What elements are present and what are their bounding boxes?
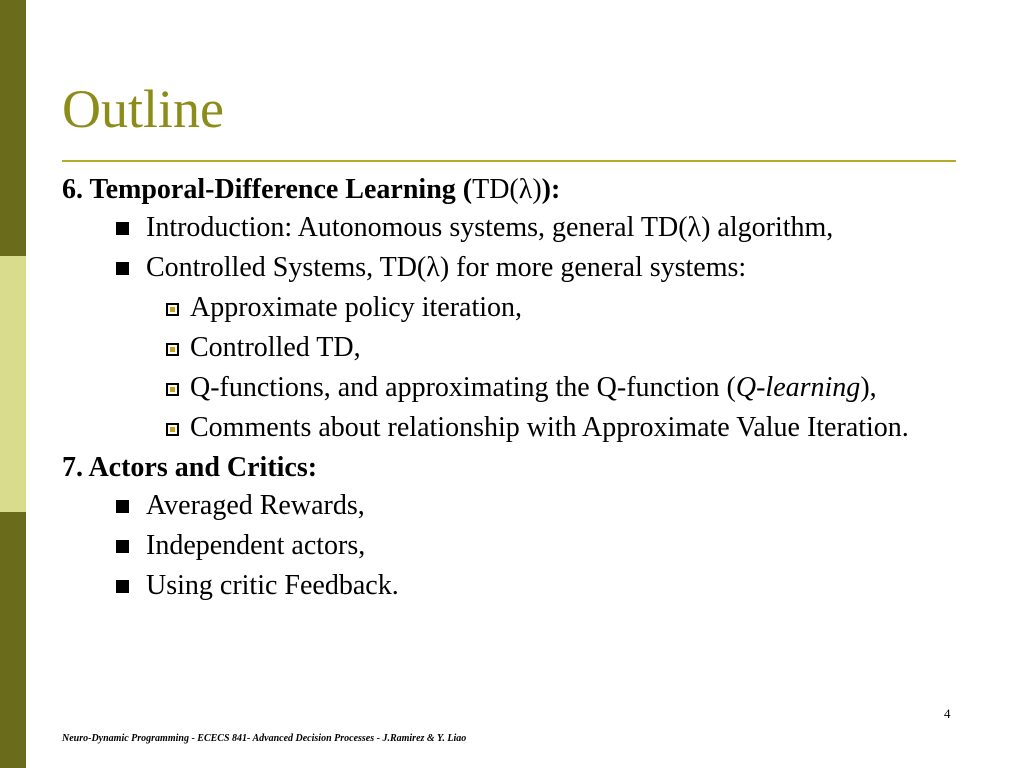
square-bullet-icon	[116, 262, 129, 275]
sub-list-item-text: Comments about relationship with Approximate Value Iteration.	[190, 412, 909, 443]
sidebar-light-middle	[0, 256, 26, 512]
slide-footer: Neuro-Dynamic Programming - ECECS 841- Advanced Decision Processes - J.Ramirez & Y. Liao	[62, 733, 467, 744]
list-item-text: Introduction: Autonomous systems, general TD(λ) algorithm,	[146, 212, 834, 243]
list-item	[146, 212, 962, 244]
hollow-square-bullet-icon	[166, 343, 179, 356]
square-bullet-icon	[116, 500, 129, 513]
list-item	[146, 530, 962, 562]
sidebar-dark-bottom	[0, 512, 26, 768]
section-6-heading	[62, 174, 962, 206]
list-item	[146, 570, 962, 602]
slide-title: Outline	[62, 79, 224, 139]
list-item-text: Using critic Feedback.	[146, 570, 399, 601]
section-6-heading-close: ):	[541, 174, 561, 205]
sub-list-item-text-pre: Q-functions, and approximating the Q-function (	[190, 372, 736, 403]
list-item-text: Averaged Rewards,	[146, 490, 365, 521]
sub-list-item-text-italic: Q-learning	[735, 372, 861, 403]
slide-number: 4	[944, 706, 951, 721]
hollow-square-bullet-icon	[166, 423, 179, 436]
square-bullet-icon	[116, 580, 129, 593]
list-item-text: Controlled Systems, TD(λ) for more general systems:	[146, 252, 747, 283]
section-6-heading-td: TD(λ)	[472, 174, 542, 205]
list-item-text: Independent actors,	[146, 530, 366, 561]
sub-list-item	[190, 332, 962, 364]
square-bullet-icon	[116, 540, 129, 553]
sub-list-item	[190, 292, 962, 324]
hollow-square-bullet-icon	[166, 303, 179, 316]
sub-list-item	[190, 372, 962, 404]
sidebar-dark-top	[0, 0, 26, 256]
hollow-square-bullet-icon	[166, 383, 179, 396]
sub-list-item-text: Controlled TD,	[190, 332, 361, 363]
sub-list-item	[190, 412, 962, 444]
sub-list-item-text-post: ),	[860, 372, 877, 403]
square-bullet-icon	[116, 222, 129, 235]
sub-list-item-text: Approximate policy iteration,	[190, 292, 523, 323]
list-item	[146, 490, 962, 522]
section-7-heading: 7. Actors and Critics:	[62, 452, 318, 483]
list-item	[146, 252, 962, 284]
slide-content	[62, 170, 962, 610]
title-divider	[62, 160, 956, 162]
section-6-heading-text: 6. Temporal-Difference Learning (	[62, 174, 473, 205]
